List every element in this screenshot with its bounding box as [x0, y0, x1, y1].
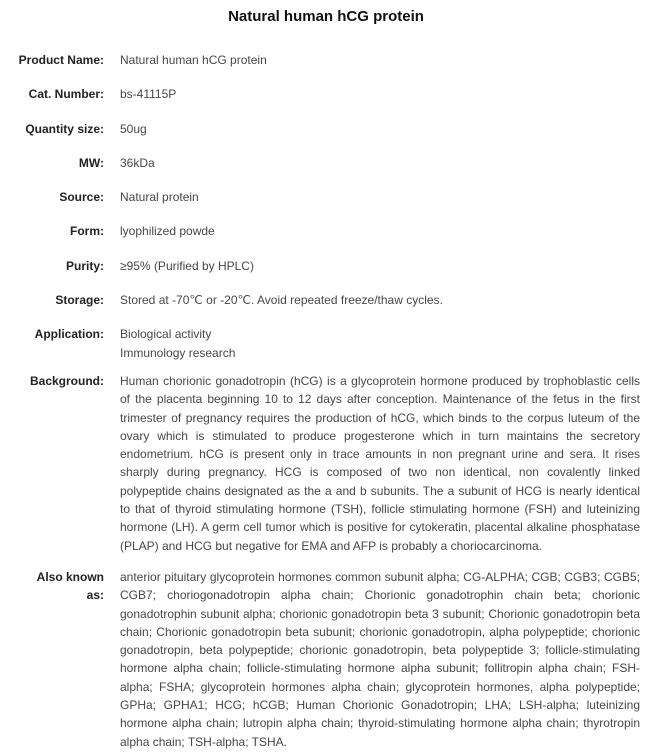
field-rows: [0, 51, 652, 751]
field-row-form: [0, 222, 652, 240]
field-label-purity: Purity:: [65, 258, 104, 273]
application-line-1: Biological activity: [120, 327, 212, 342]
field-label-mw: MW:: [78, 155, 104, 170]
field-row-also-known-as: [0, 568, 652, 751]
field-value-storage: Stored at -70℃ or -20℃. Avoid repeated freeze/thaw cycles.: [120, 293, 443, 308]
field-value-product-name: Natural human hCG protein: [120, 53, 267, 67]
field-label-application: Application:: [34, 327, 104, 342]
field-value-also-known-as: anterior pituitary glycoprotein hormones common subunit alpha; CG-ALPHA; CGB; CGB3; CGB5; CGB7; choriogonadotropin alpha chain; Chorionic gonadotrophin chain beta; chorionic gonadotrophin subunit alpha; chorionic gonadotropin beta 3 subunit; Chorionic gonadotropin beta chain; Chorionic gonadotropin beta subunit; chorionic gonadotropin, alpha polypeptide; chorionic gonadotropin, beta polypeptide; chorionic gonadotropin, beta polypeptide 3; follicle-stimulating hormone alpha chain; follicle-stimulating hormone alpha subunit; follitropin alpha chain; FSH-alpha; FSHA; glycoprotein hormones alpha chain; glycoprotein hormones, alpha polypeptide; GPHa; GPHA1; HCG; hCGB; Human Chorionic Gonadotropin; LHA; LSH-alpha; luteinizing hormone alpha chain; lutropin alpha chain; thyroid-stimulating hormone alpha chain; thyrotropin alpha chain; TSH-alpha; TSHA.: [120, 569, 640, 749]
field-value-form: lyophilized powde: [120, 224, 215, 239]
field-value-application: [120, 325, 640, 362]
field-row-cat-number: [0, 85, 652, 103]
field-row-product-name: [0, 51, 652, 69]
field-label-background: Background:: [29, 373, 104, 388]
field-row-background: [0, 372, 652, 555]
field-row-application: [0, 325, 652, 362]
field-label-source: Source:: [59, 190, 104, 205]
field-label-also-known-as: Also known as:: [36, 569, 104, 603]
field-value-cat-number: bs-41115P: [120, 87, 177, 102]
field-row-quantity-size: [0, 120, 652, 138]
field-label-storage: Storage:: [55, 293, 104, 308]
field-label-cat-number: Cat. Number:: [28, 87, 104, 102]
field-row-storage: [0, 291, 652, 309]
page-title: Natural human hCG protein: [228, 8, 424, 25]
application-line-2: Immunology research: [120, 345, 236, 360]
field-row-source: [0, 188, 652, 206]
field-row-mw: [0, 154, 652, 172]
field-label-quantity-size: Quantity size:: [25, 121, 104, 136]
field-value-source: Natural protein: [120, 190, 199, 205]
field-value-mw: 36kDa: [120, 155, 155, 170]
field-value-background: Human chorionic gonadotropin (hCG) is a glycoprotein hormone produced by trophoblastic cells of the placenta beginning 10 to 12 days after conception. Maintenance of the fetus in the first trimester of pregnancy requires the production of hCG, which binds to the corpus luteum of the ovary which is stimulated to produce progesterone which in turn maintains the secretory endometrium. hCG is present only in trace amounts in non pregnant urine and sera. It rises sharply during pregnancy. HCG is composed of two non identical, non covalently linked polypeptide chains designated as the a and b subunits. The a subunit of HCG is nearly identical to that of thyroid stimulating hormone (TSH), follicle stimulating hormone (FSH) and luteinizing hormone (LH). A germ cell tumor which is positive for cytokeratin, placental alkaline phosphatase (PLAP) and HCG but negative for EMA and AFP is probably a choriocarcinoma.: [120, 373, 640, 553]
field-value-purity: ≥95% (Purified by HPLC): [120, 258, 254, 273]
field-row-purity: [0, 257, 652, 275]
field-label-product-name: Product Name:: [18, 53, 104, 67]
field-value-quantity-size: 50ug: [120, 121, 147, 136]
field-label-form: Form:: [70, 224, 104, 239]
